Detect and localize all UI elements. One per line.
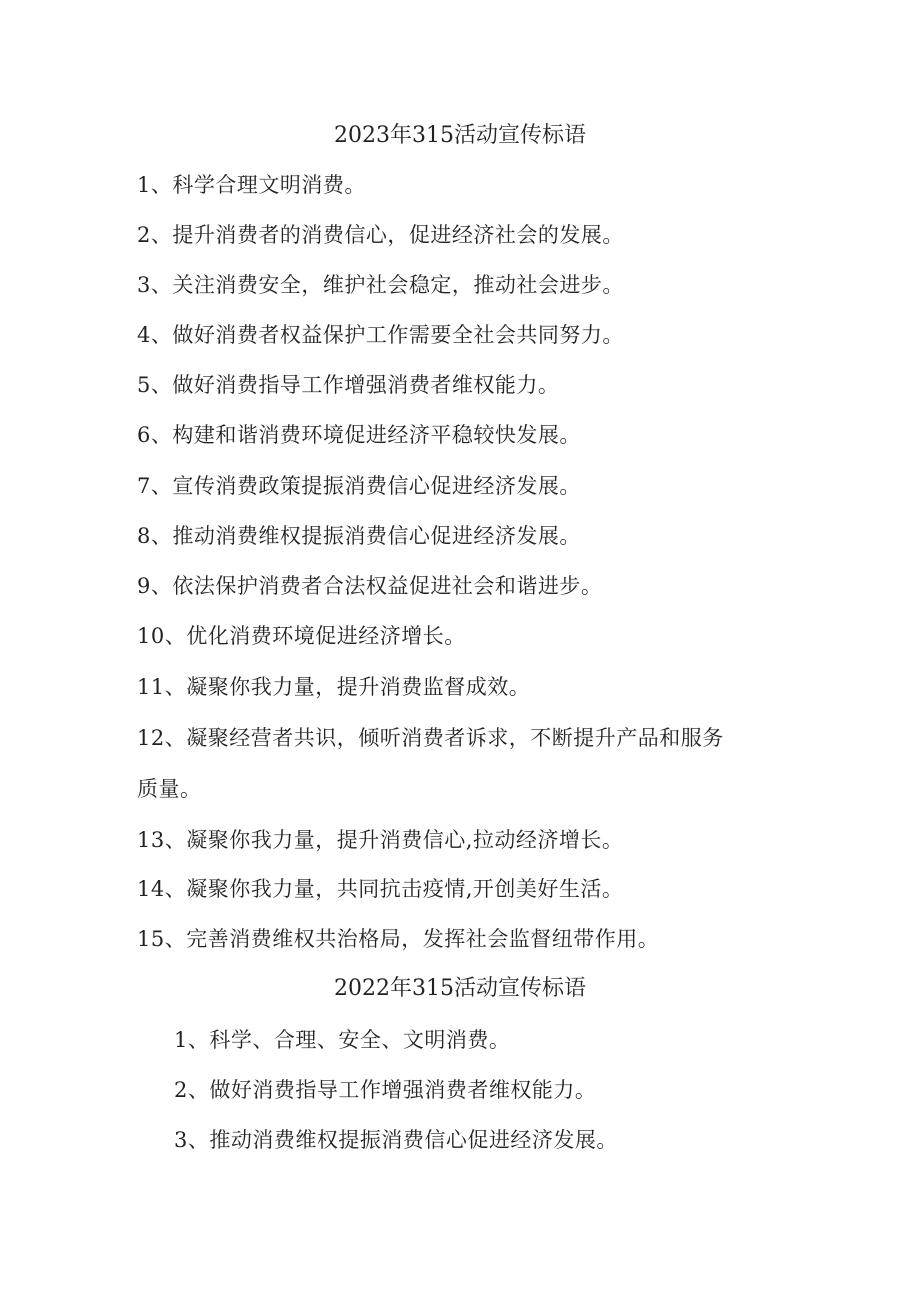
- slogan-2022-1: 1、科学、合理、安全、文明消费。: [174, 1028, 511, 1052]
- slogan-2022-3: 3、推动消费维权提振消费信心促进经济发展。: [174, 1128, 618, 1152]
- slogan-2023-14: 14、凝聚你我力量，共同抗击疫情,开创美好生活。: [137, 877, 624, 901]
- slogan-2023-15: 15、完善消费维权共治格局，发挥社会监督纽带作用。: [137, 927, 660, 951]
- slogan-2023-8: 8、推动消费维权提振消费信心促进经济发展。: [137, 524, 581, 548]
- slogan-2023-5: 5、做好消费指导工作增强消费者维权能力。: [137, 373, 560, 397]
- slogan-2023-2: 2、提升消费者的消费信心，促进经济社会的发展。: [137, 223, 624, 247]
- slogan-2022-2: 2、做好消费指导工作增强消费者维权能力。: [174, 1078, 597, 1102]
- slogan-2023-7: 7、宣传消费政策提振消费信心促进经济发展。: [137, 474, 581, 498]
- section-title-2022: 2022年315活动宣传标语: [334, 976, 586, 1001]
- slogan-2023-13: 13、凝聚你我力量，提升消费信心,拉动经济增长。: [137, 828, 624, 852]
- slogan-2023-11: 11、凝聚你我力量，提升消费监督成效。: [137, 675, 531, 699]
- slogan-2023-6: 6、构建和谐消费环境促进经济平稳较快发展。: [137, 423, 581, 447]
- slogan-2023-1: 1、科学合理文明消费。: [137, 173, 366, 197]
- slogan-2023-10: 10、优化消费环境促进经济增长。: [137, 624, 466, 648]
- slogan-2023-12: 12、凝聚经营者共识，倾听消费者诉求，不断提升产品和服务: [137, 726, 724, 750]
- slogan-2023-4: 4、做好消费者权益保护工作需要全社会共同努力。: [137, 323, 624, 347]
- slogan-2023-3: 3、关注消费安全，维护社会稳定，推动社会进步。: [137, 273, 624, 297]
- section-title-2023: 2023年315活动宣传标语: [334, 123, 586, 148]
- slogan-2023-9: 9、依法保护消费者合法权益促进社会和谐进步。: [137, 574, 603, 598]
- slogan-2023-12-continued: 质量。: [137, 777, 202, 801]
